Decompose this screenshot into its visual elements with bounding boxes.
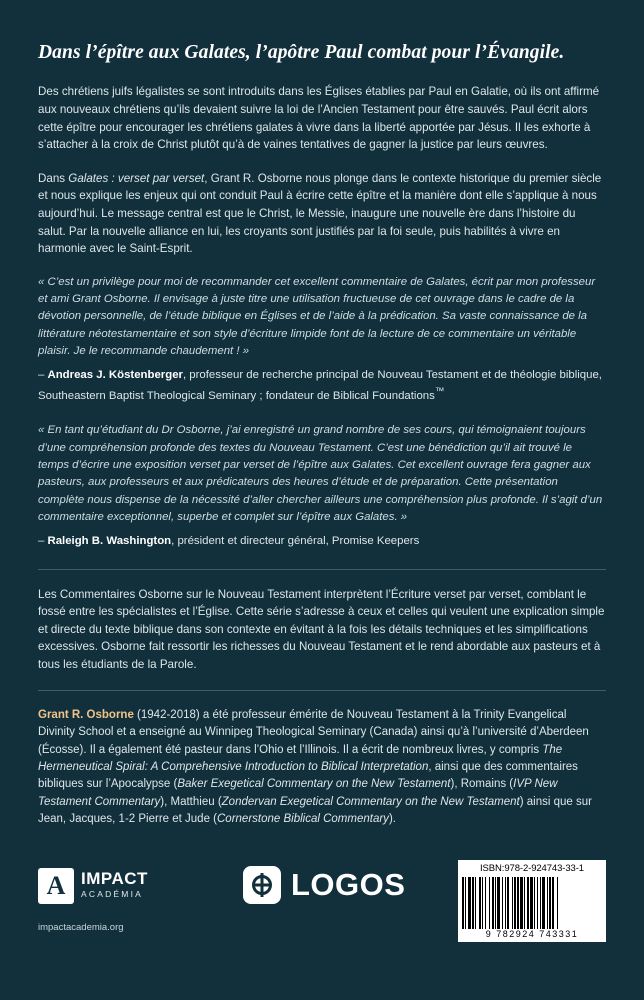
endorsement-attribution-1 <box>38 367 606 404</box>
impact-a-letter: A <box>46 871 66 900</box>
author-bio <box>38 707 606 829</box>
second-paragraph-prefix: Dans <box>38 171 69 185</box>
divider-top <box>38 569 606 570</box>
endorser-name-2: Raleigh B. Washington <box>47 535 172 548</box>
author-bio-text-2: , ainsi que des commentaires bibliques sur l’Apocalypse ( <box>38 761 578 791</box>
author-bio-text-1: (1942-2018) a été professeur émérite de Nouveau Testament à la Trinity Evangelical Divinity School et a enseigné au Winnipeg Theological Seminary (Canada) ainsi qu’à l’université d’Aberdeen (Écosse). Il a également été pasteur dans l’Ohio et l’Illinois. Il a écrit de nombreux livres, y compris <box>38 708 589 756</box>
endorsement-dash-2: – <box>38 535 48 548</box>
partner-logo <box>243 866 405 904</box>
barcode-digits: 9 782924 743331 <box>485 929 579 939</box>
publisher-wordmark <box>81 868 148 900</box>
footer <box>38 860 606 970</box>
isbn-barcode <box>458 860 606 942</box>
divider-bottom <box>38 690 606 691</box>
barcode-bars <box>462 877 602 929</box>
endorsement-quote-1: « C’est un privilège pour moi de recommander cet excellent commentaire de Galates, écrit par mon professeur et ami Grant Osborne. Il envisage à juste titre une utilisation fructueuse de cet ouvrage dans le cadre de la dévotion personnelle, de l’étude biblique en Églises et de l’aide à la prédication. Sa vaste connaissance de la littérature néotestamentaire et son style d’écriture limpide font de la lecture de ce commentaire un véritable plaisir. Je le recommande chaudement ! » <box>38 275 596 358</box>
logos-cross-icon <box>243 866 281 904</box>
partner-name: LOGOS <box>291 867 406 902</box>
series-paragraph: Les Commentaires Osborne sur le Nouveau Testament interprètent l’Écriture verset par verset, comblant le fossé entre les spécialistes et l’Église. Cette série s’adresse à ceux et celles qui veulent une explication simple et directe du texte biblique dans son contexte en évitant à la fois les détails techniques et les simplifications excessives. Osborne fait ressortir les richesses du Nouveau Testament et le rend abordable aux pasteurs et à tous les étudiants de la Parole. <box>38 587 605 671</box>
publisher-name: IMPACT <box>81 869 148 888</box>
author-bio-text-5: ) ainsi que sur Jean, Jacques, 1-2 Pierre et Jude ( <box>38 795 592 826</box>
second-paragraph <box>38 170 606 258</box>
endorsement-quote-2: « En tant qu’étudiant du Dr Osborne, j’ai enregistré un grand nombre de ses cours, qui témoignaient toujours d’une compréhension profonde des textes du Nouveau Testament. C’est une bénédiction qu’il ait trouvé le temps d’écrire une exposition verset par verset de l’épître aux Galates. Cet excellent ouvrage fera gagner aux pasteurs, aux professeurs et aux prédicateurs des heures d’étude et de préparation. Cette présentation complète nous dispense de la nécessité d’aller chercher ailleurs une compréhension plus profonde. Il s’agit d’un commentaire exceptionnel, superbe et complet sur l’épître aux Galates. » <box>38 424 603 524</box>
second-paragraph-suffix: , Grant R. Osborne nous plonge dans le contexte historique du premier siècle et nous explique les enjeux qui ont conduit Paul à écrire cette épître et la manière dont elle s’applique à nous aujourd’hui. Le message central est que le Christ, le Messie, inaugure une nouvelle ère dans l’histoire du salut. Par la nouvelle alliance en lui, les croyants sont justifiés par la foi seule, puis habilités à vivre en harmonie avec le Saint-Esprit. <box>38 171 602 256</box>
author-book-title-2: Baker Exegetical Commentary on the New Testament <box>177 778 451 791</box>
author-bio-text-4: ), Matthieu ( <box>160 795 222 808</box>
isbn-label: ISBN:978-2-924743-33-1 <box>480 863 584 874</box>
author-name: Grant R. Osborne <box>38 708 134 721</box>
intro-paragraph: Des chrétiens juifs légalistes se sont introduits dans les Églises établies par Paul en Galatie, où ils ont affirmé aux nouveaux chrétiens qu’ils devaient suivre la loi de l’Ancien Testament pour être sauvés. Paul écrit alors cette épître pour encourager les chrétiens galates à vivre dans la liberté apportée par Jésus. Il les exhorte à s’attacher à la croix de Christ plutôt qu’à de vaines tentatives de gagner la justice par leurs œuvres. <box>38 85 600 152</box>
author-bio-text-6: ). <box>388 813 396 826</box>
author-book-title-3: IVP New Testament Commentary <box>38 778 558 808</box>
endorsement-dash-1: – <box>38 369 48 382</box>
author-book-title-1: The Hermeneutical Spiral: A Comprehensive Introduction to Biblical Interpretation <box>38 743 563 774</box>
publisher-subname: ACADÉMIA <box>81 889 143 899</box>
publisher-logo <box>38 868 148 904</box>
trademark-symbol-1: ™ <box>434 385 445 397</box>
endorser-role-2: , président et directeur général, Promise Keepers <box>171 535 420 548</box>
author-book-title-5: Cornerstone Biblical Commentary <box>217 813 389 826</box>
endorser-role-1: , professeur de recherche principal de Nouveau Testament et de théologie biblique, Southeastern Baptist Theological Seminary ; fondateur de Biblical Foundations <box>38 369 602 402</box>
book-title-inline: Galates : verset par verset <box>68 171 205 185</box>
page-title: Dans l’épître aux Galates, l’apôtre Paul combat pour l’Évangile. <box>38 42 565 63</box>
endorser-name-1: Andreas J. Köstenberger <box>47 369 183 382</box>
author-book-title-4: Zondervan Exegetical Commentary on the New Testament <box>221 795 520 808</box>
author-bio-text-3: ), Romains ( <box>450 778 514 791</box>
impact-a-icon <box>38 868 74 904</box>
publisher-website-link[interactable]: impactacademia.org <box>38 922 124 933</box>
endorsement-attribution-2 <box>38 533 606 550</box>
